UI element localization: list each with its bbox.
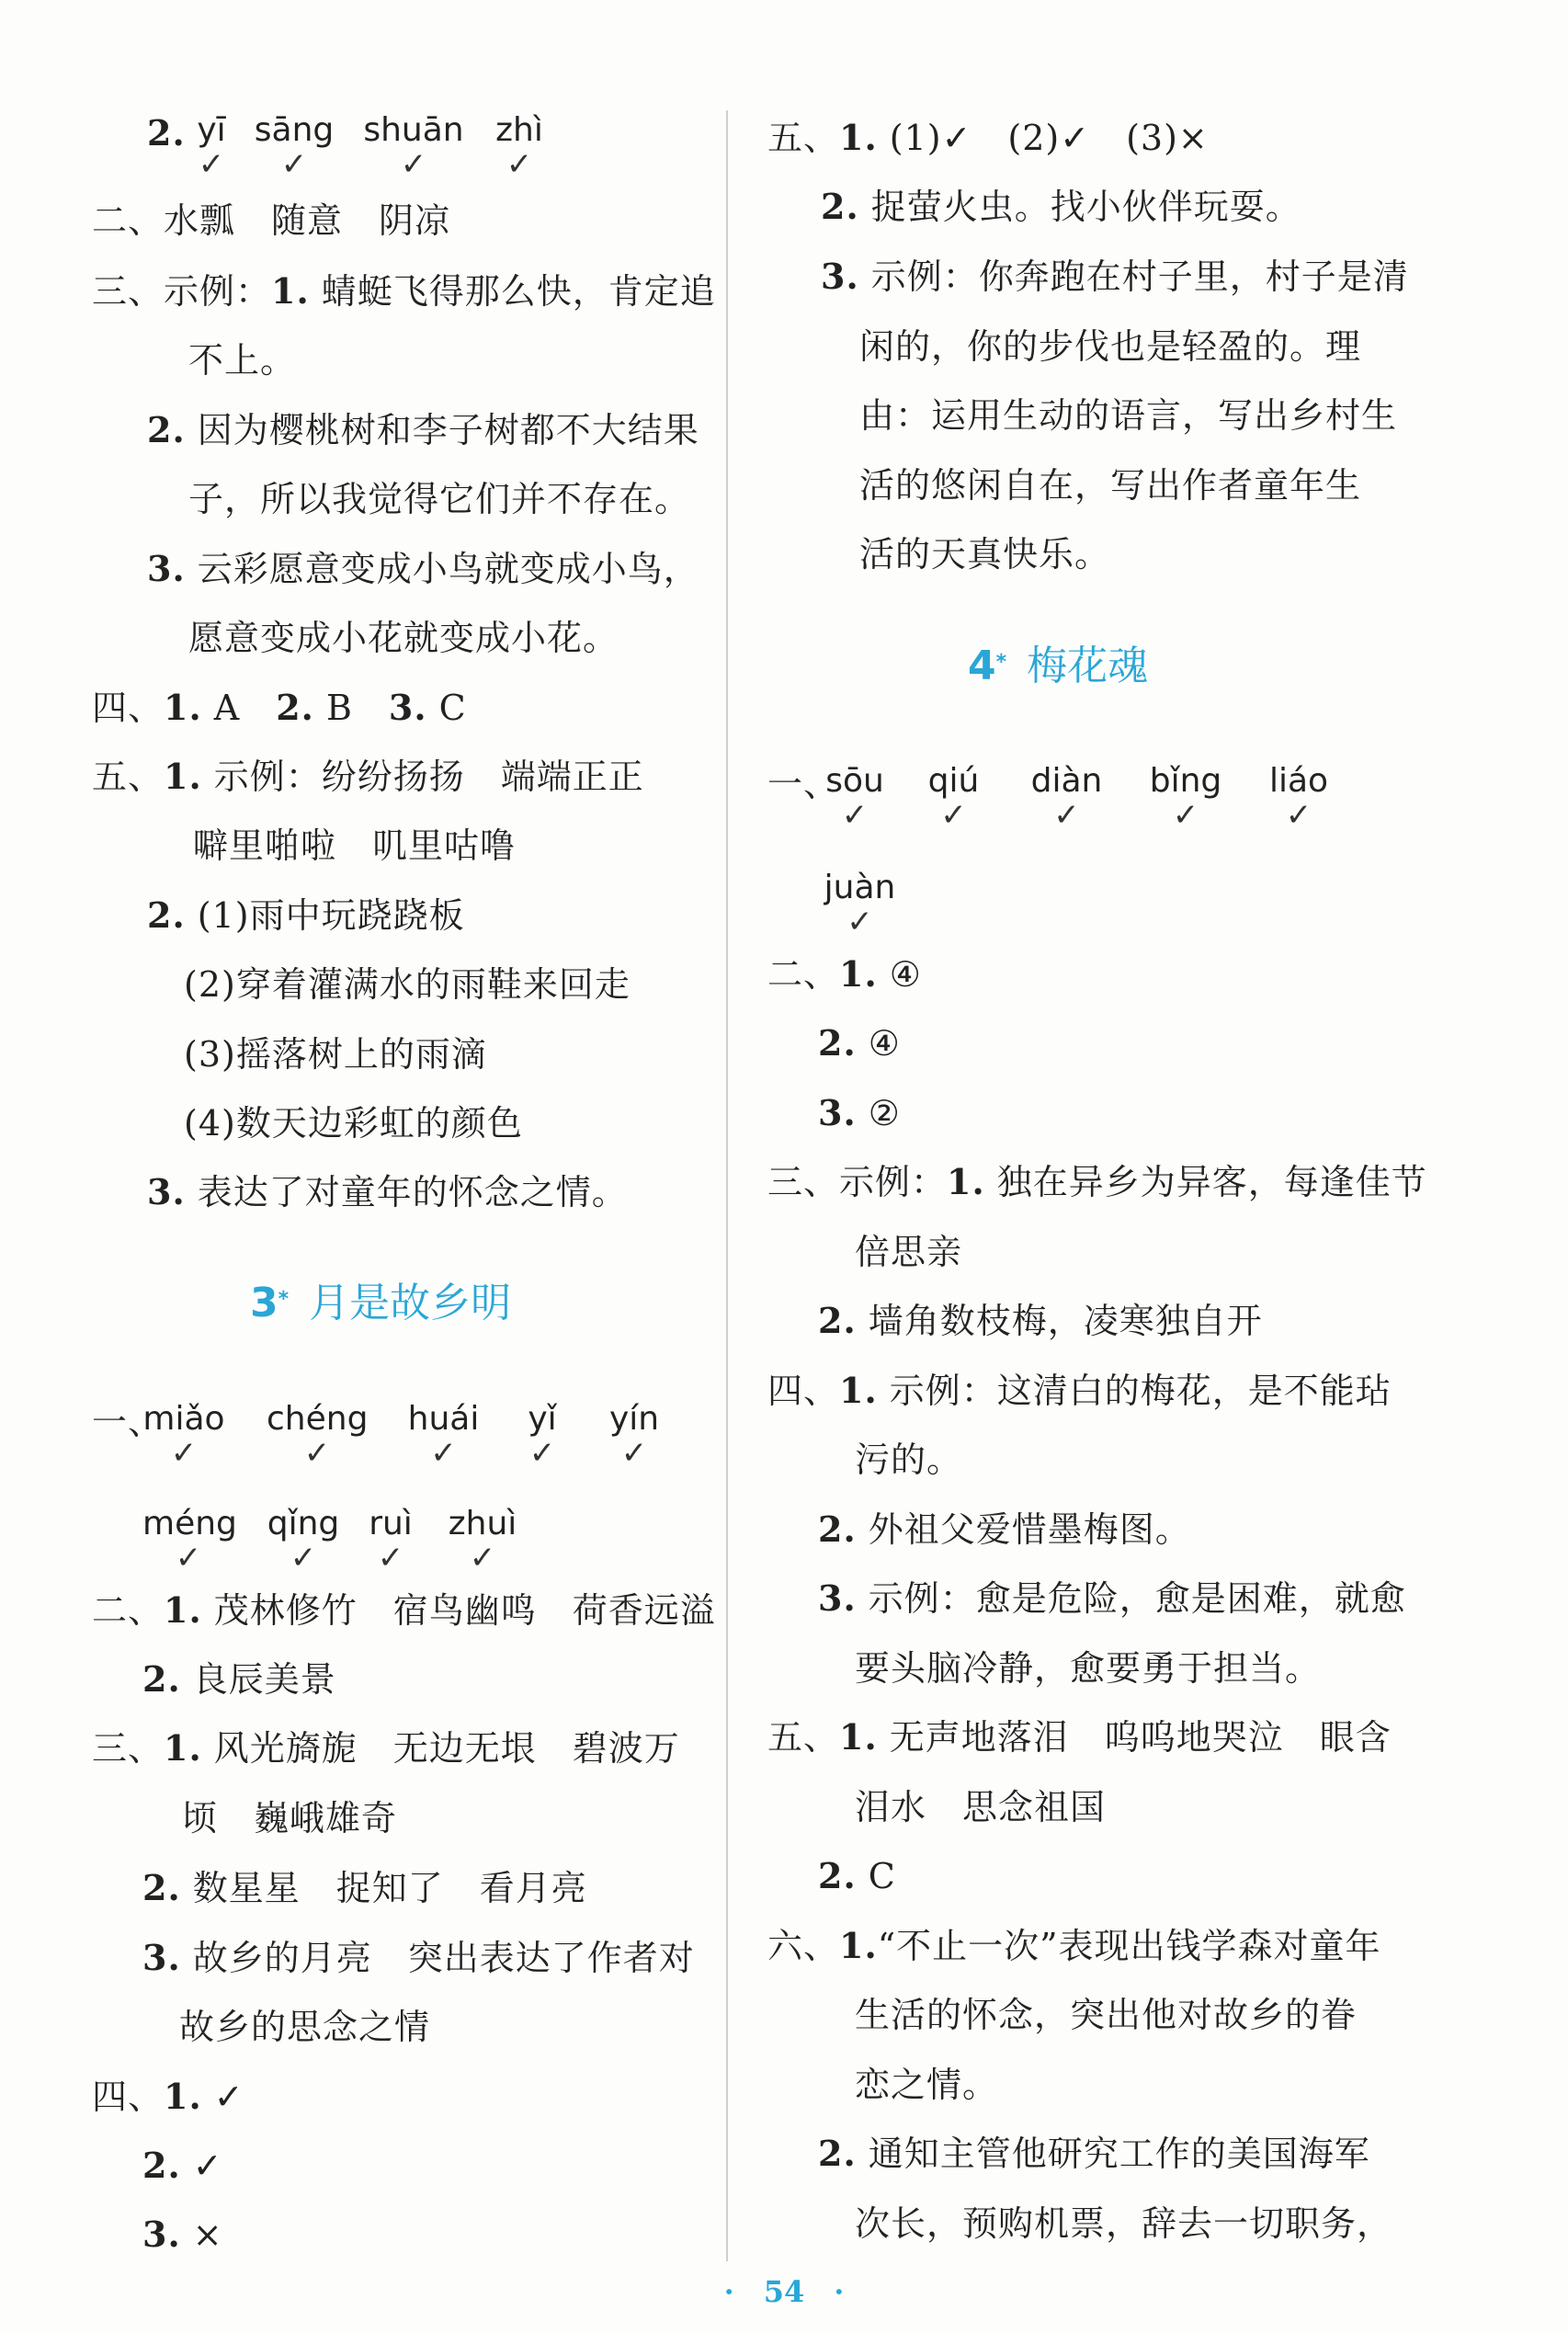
lesson-4-section-6-item-1a bbox=[767, 1923, 1381, 1969]
item-number: 1. bbox=[839, 117, 878, 158]
column-divider bbox=[726, 110, 728, 2261]
lesson-4-section-1-label: 一、 bbox=[767, 764, 840, 804]
section-label: 六、 bbox=[767, 1926, 840, 1966]
pinyin-syllable bbox=[262, 1506, 345, 1574]
check-mark: ✓ bbox=[1053, 797, 1080, 834]
section-3-item-3b: 愿意变成小花就变成小花。 bbox=[188, 618, 619, 658]
item-number: 3. bbox=[818, 1577, 857, 1619]
answer-text: (1)✓ (2)✓ (3)× bbox=[877, 118, 1209, 158]
section-5-item-2b: (2)穿着灌满水的雨鞋来回走 bbox=[184, 964, 631, 1005]
check-mark: ✓ bbox=[430, 1435, 457, 1472]
check-mark: ✓ bbox=[1285, 797, 1312, 834]
section-5-item-1 bbox=[767, 115, 1209, 161]
answer-text: 示例：你奔跑在村子里，村子是清 bbox=[858, 256, 1409, 297]
check-mark: ✓ bbox=[1172, 797, 1199, 834]
item-number: 2. bbox=[818, 1300, 857, 1341]
pinyin-text: sōu bbox=[825, 762, 884, 800]
section-4-answer bbox=[92, 685, 467, 731]
lesson-4-section-4-item-1a bbox=[767, 1368, 1392, 1414]
item-number: 1. bbox=[839, 1716, 878, 1758]
section-label: 五、 bbox=[767, 118, 840, 158]
section-label: 三、示例： bbox=[92, 271, 272, 312]
lesson-3-section-3-item-1a bbox=[92, 1725, 680, 1771]
item-number: 2. bbox=[142, 2145, 181, 2186]
section-label: 四、 bbox=[92, 688, 165, 728]
lesson-3-section-2-item-1 bbox=[92, 1588, 716, 1633]
item-number: 3. bbox=[142, 2214, 181, 2255]
page-number: · 54 · bbox=[723, 2274, 845, 2309]
pinyin-text: zhuì bbox=[448, 1505, 517, 1542]
lesson-4-section-2-item-1 bbox=[767, 951, 922, 997]
lesson-3-section-2-item-2 bbox=[142, 1656, 336, 1702]
lesson-4-section-3-item-2 bbox=[818, 1298, 1263, 1344]
pinyin-text: yī bbox=[197, 111, 226, 149]
item-number: 2. bbox=[276, 687, 314, 728]
answer-text: 墙角数枝梅，凌寒独自开 bbox=[856, 1301, 1263, 1341]
answer-text: 因为樱桃树和李子树都不大结果 bbox=[197, 410, 699, 450]
item-number: 1. bbox=[947, 1161, 985, 1202]
answer-text: 数星星 捉知了 看月亮 bbox=[180, 1868, 587, 1908]
check-mark: ✓ bbox=[280, 146, 308, 183]
pinyin-syllable bbox=[487, 111, 551, 183]
answer-text: 蜻蜓飞得那么快，肯定追 bbox=[321, 271, 716, 312]
section-5-item-1a bbox=[92, 754, 644, 800]
answer-text: ④ bbox=[877, 954, 922, 995]
pinyin-text: bǐng bbox=[1149, 762, 1222, 800]
pinyin-text: juàn bbox=[824, 869, 896, 906]
section-3-line-2: 不上。 bbox=[188, 340, 297, 381]
item-number: 2. bbox=[147, 112, 186, 154]
pinyin-text: diàn bbox=[1030, 762, 1103, 800]
lesson-4-section-4-item-3b: 要头脑冷静，愈要勇于担当。 bbox=[855, 1648, 1322, 1689]
section-5-item-3 bbox=[147, 1169, 628, 1215]
section-label: 五、 bbox=[92, 757, 165, 797]
lesson-4-section-2-item-2 bbox=[818, 1020, 901, 1066]
section-5-item-3b: 闲的，你的步伐也是轻盈的。理 bbox=[859, 326, 1362, 367]
item-number: 3. bbox=[147, 548, 186, 589]
pinyin-text: zhì bbox=[495, 111, 543, 149]
section-label: 四、 bbox=[767, 1371, 840, 1411]
item-number: 2. bbox=[818, 1855, 857, 1896]
section-5-item-2a bbox=[147, 893, 465, 939]
pinyin-syllable bbox=[184, 111, 239, 183]
section-label: 二、 bbox=[92, 1590, 165, 1631]
answer-text: B bbox=[313, 688, 389, 728]
section-label: 五、 bbox=[767, 1717, 840, 1758]
check-mark: ✓ bbox=[528, 1435, 556, 1472]
pinyin-syllable bbox=[363, 111, 464, 183]
check-mark: ✓ bbox=[377, 1540, 404, 1576]
section-label: 三、 bbox=[92, 1728, 165, 1769]
pinyin-text: qiú bbox=[927, 762, 980, 800]
pinyin-syllable bbox=[818, 762, 892, 834]
answer-text: 无声地落泪 呜呜地哭泣 眼含 bbox=[877, 1717, 1392, 1758]
section-2-answer: 二、水瓢 随意 阴凉 bbox=[92, 200, 451, 241]
answer-text: 故乡的月亮 突出表达了作者对 bbox=[180, 1938, 695, 1978]
answer-text: ④ bbox=[856, 1023, 901, 1064]
pinyin-syllable bbox=[441, 1506, 524, 1574]
lesson-number-value: 4 bbox=[968, 643, 996, 689]
section-5-item-3d: 活的悠闲自在，写出作者童年生 bbox=[859, 465, 1362, 506]
section-3-item-3a bbox=[147, 546, 699, 592]
answer-text: ② bbox=[856, 1093, 901, 1133]
pinyin-syllable bbox=[142, 1505, 237, 1576]
answer-text: 云彩愿意变成小鸟就变成小鸟， bbox=[197, 549, 699, 589]
pinyin-syllable bbox=[519, 1400, 565, 1472]
section-label: 四、 bbox=[92, 2077, 165, 2117]
section-5-item-3e: 活的天真快乐。 bbox=[859, 534, 1111, 575]
lesson-4-section-4-item-2 bbox=[818, 1507, 1191, 1553]
lesson-4-section-3-item-1b: 倍思亲 bbox=[855, 1232, 963, 1272]
section-5-item-2c: (3)摇落树上的雨滴 bbox=[184, 1034, 487, 1075]
lesson-3-section-3-item-1b: 顷 巍峨雄奇 bbox=[182, 1798, 398, 1838]
check-mark: ✓ bbox=[620, 1435, 648, 1472]
answer-text: C bbox=[426, 688, 467, 728]
section-3-line-1 bbox=[92, 268, 716, 314]
pinyin-item-2-label bbox=[147, 110, 186, 156]
pinyin-syllable bbox=[1262, 762, 1335, 834]
section-5-item-2d: (4)数天边彩虹的颜色 bbox=[184, 1103, 523, 1144]
check-mark: ✓ bbox=[469, 1540, 496, 1576]
pinyin-text: miǎo bbox=[142, 1400, 225, 1438]
answer-text: 捉萤火虫。找小伙伴玩耍。 bbox=[858, 187, 1301, 227]
check-mark: ✓ bbox=[400, 146, 427, 183]
check-mark: ✓ bbox=[846, 904, 873, 940]
lesson-4-section-5-item-1b: 泪水 思念祖国 bbox=[855, 1787, 1107, 1827]
lesson-3-section-4-item-2 bbox=[142, 2143, 223, 2189]
lesson-4-section-2-item-3 bbox=[818, 1090, 901, 1136]
pinyin-syllable bbox=[1144, 762, 1227, 834]
answer-text: 表达了对童年的怀念之情。 bbox=[197, 1172, 628, 1212]
lesson-title-text: 梅花魂 bbox=[1027, 643, 1149, 689]
pinyin-text: huái bbox=[407, 1400, 480, 1438]
pinyin-syllable bbox=[1028, 762, 1106, 834]
check-mark: ✓ bbox=[940, 797, 967, 834]
lesson-4-section-6-item-1b: 生活的怀念，突出他对故乡的眷 bbox=[855, 1995, 1358, 2035]
lesson-star: * bbox=[995, 651, 1007, 674]
section-label: 三、示例： bbox=[767, 1162, 948, 1202]
answer-text: 风光旖旎 无边无垠 碧波万 bbox=[201, 1728, 680, 1769]
item-number: 1. bbox=[164, 687, 202, 728]
item-number: 3. bbox=[388, 687, 427, 728]
item-number: 3. bbox=[147, 1171, 186, 1212]
answer-text: A bbox=[201, 688, 277, 728]
section-3-item-2b: 子，所以我觉得它们并不存在。 bbox=[188, 479, 691, 519]
pinyin-text: shuān bbox=[363, 111, 464, 149]
lesson-4-section-6-item-1c: 恋之情。 bbox=[855, 2065, 999, 2105]
lesson-3-section-1-label: 一、 bbox=[92, 1402, 165, 1442]
answer-text: ✓ bbox=[201, 2077, 244, 2117]
pinyin-text: liáo bbox=[1268, 762, 1329, 800]
pinyin-text: qǐng bbox=[267, 1505, 340, 1542]
answer-text: “不止一次”表现出钱学森对童年 bbox=[877, 1926, 1381, 1966]
check-mark: ✓ bbox=[303, 1435, 331, 1472]
section-5-item-3c: 由：运用生动的语言，写出乡村生 bbox=[859, 395, 1398, 436]
pinyin-text: yǐ bbox=[528, 1400, 557, 1438]
lesson-4-title bbox=[968, 641, 1148, 692]
item-number: 3. bbox=[818, 1092, 857, 1133]
check-mark: ✓ bbox=[841, 797, 869, 834]
pinyin-syllable bbox=[821, 870, 899, 938]
item-number: 2. bbox=[821, 186, 859, 227]
answer-text: 独在异乡为异客，每逢佳节 bbox=[984, 1162, 1427, 1202]
pinyin-syllable bbox=[602, 1400, 666, 1472]
item-number: 2. bbox=[818, 1508, 857, 1550]
item-number: 3. bbox=[821, 256, 859, 297]
item-number: 1. bbox=[839, 1370, 878, 1411]
item-number: 1. bbox=[164, 2076, 202, 2117]
pinyin-syllable bbox=[267, 1400, 369, 1472]
lesson-4-section-6-item-2a bbox=[818, 2131, 1370, 2177]
lesson-4-section-3-item-1a bbox=[767, 1159, 1427, 1205]
lesson-3-section-4-item-1 bbox=[92, 2074, 244, 2120]
answer-text: 良辰美景 bbox=[180, 1659, 336, 1700]
lesson-4-section-6-item-2b: 次长，预购机票，辞去一切职务， bbox=[855, 2203, 1393, 2244]
lesson-3-section-4-item-3 bbox=[142, 2212, 223, 2258]
item-number: 2. bbox=[818, 1022, 857, 1064]
lesson-4-section-4-item-1b: 污的。 bbox=[855, 1440, 963, 1480]
pinyin-text: sāng bbox=[254, 111, 335, 149]
item-number: 2. bbox=[142, 1867, 181, 1908]
section-3-item-2a bbox=[147, 407, 699, 453]
section-5-item-3a bbox=[821, 254, 1409, 300]
section-label: 二、 bbox=[767, 954, 840, 995]
answer-text: ✓ bbox=[180, 2145, 223, 2186]
check-mark: ✓ bbox=[170, 1435, 198, 1472]
pinyin-text: méng bbox=[142, 1505, 237, 1542]
lesson-star: * bbox=[278, 1288, 290, 1311]
item-number: 3. bbox=[142, 1937, 181, 1978]
lesson-number bbox=[250, 1280, 289, 1326]
answer-text: C bbox=[856, 1856, 896, 1896]
lesson-title-text: 月是故乡明 bbox=[309, 1280, 512, 1326]
pinyin-syllable bbox=[253, 111, 335, 183]
pinyin-text: ruì bbox=[369, 1505, 413, 1542]
pinyin-text: chéng bbox=[267, 1400, 369, 1438]
answer-text: (1)雨中玩跷跷板 bbox=[197, 895, 465, 936]
lesson-3-section-3-item-2 bbox=[142, 1865, 587, 1911]
lesson-number-value: 3 bbox=[250, 1280, 278, 1326]
answer-text: 茂林修竹 宿鸟幽鸣 荷香远溢 bbox=[201, 1590, 716, 1631]
item-number: 2. bbox=[142, 1658, 181, 1700]
lesson-3-section-3-item-3a bbox=[142, 1935, 695, 1981]
answer-text: 通知主管他研究工作的美国海军 bbox=[856, 2134, 1370, 2174]
pinyin-syllable bbox=[924, 762, 983, 834]
pinyin-text: yín bbox=[608, 1400, 660, 1438]
answer-text: 示例：愈是危险，愈是困难，就愈 bbox=[856, 1578, 1406, 1619]
item-number: 1. bbox=[271, 270, 310, 312]
pinyin-syllable bbox=[404, 1400, 483, 1472]
lesson-3-title bbox=[250, 1278, 511, 1329]
item-number: 2. bbox=[147, 409, 186, 450]
pinyin-syllable bbox=[363, 1506, 418, 1574]
section-5-item-1b: 噼里啪啦 叽里咕噜 bbox=[193, 825, 517, 866]
answer-text: 示例：这清白的梅花，是不能玷 bbox=[877, 1371, 1392, 1411]
lesson-4-section-4-item-3a bbox=[818, 1576, 1406, 1622]
item-number: 2. bbox=[818, 2133, 857, 2174]
check-mark: ✓ bbox=[198, 146, 225, 183]
pinyin-syllable bbox=[142, 1400, 225, 1472]
item-number: 1. bbox=[164, 1589, 202, 1631]
item-number: 1. bbox=[839, 953, 878, 995]
check-mark: ✓ bbox=[175, 1540, 202, 1576]
check-mark: ✓ bbox=[290, 1540, 317, 1576]
item-number: 1. bbox=[164, 756, 202, 797]
answer-text: 外祖父爱惜墨梅图。 bbox=[856, 1509, 1191, 1550]
item-number: 1. bbox=[164, 1727, 202, 1769]
check-mark: ✓ bbox=[506, 146, 533, 183]
item-number: 1. bbox=[839, 1925, 878, 1966]
lesson-number bbox=[968, 643, 1006, 689]
lesson-3-section-3-item-3b: 故乡的思念之情 bbox=[179, 2007, 431, 2047]
lesson-4-section-5-item-2 bbox=[818, 1853, 896, 1899]
item-number: 2. bbox=[147, 894, 186, 936]
answer-text: × bbox=[180, 2214, 223, 2255]
answer-text: 示例：纷纷扬扬 端端正正 bbox=[201, 757, 644, 797]
section-5-item-2 bbox=[821, 184, 1301, 230]
lesson-4-section-5-item-1a bbox=[767, 1714, 1392, 1760]
